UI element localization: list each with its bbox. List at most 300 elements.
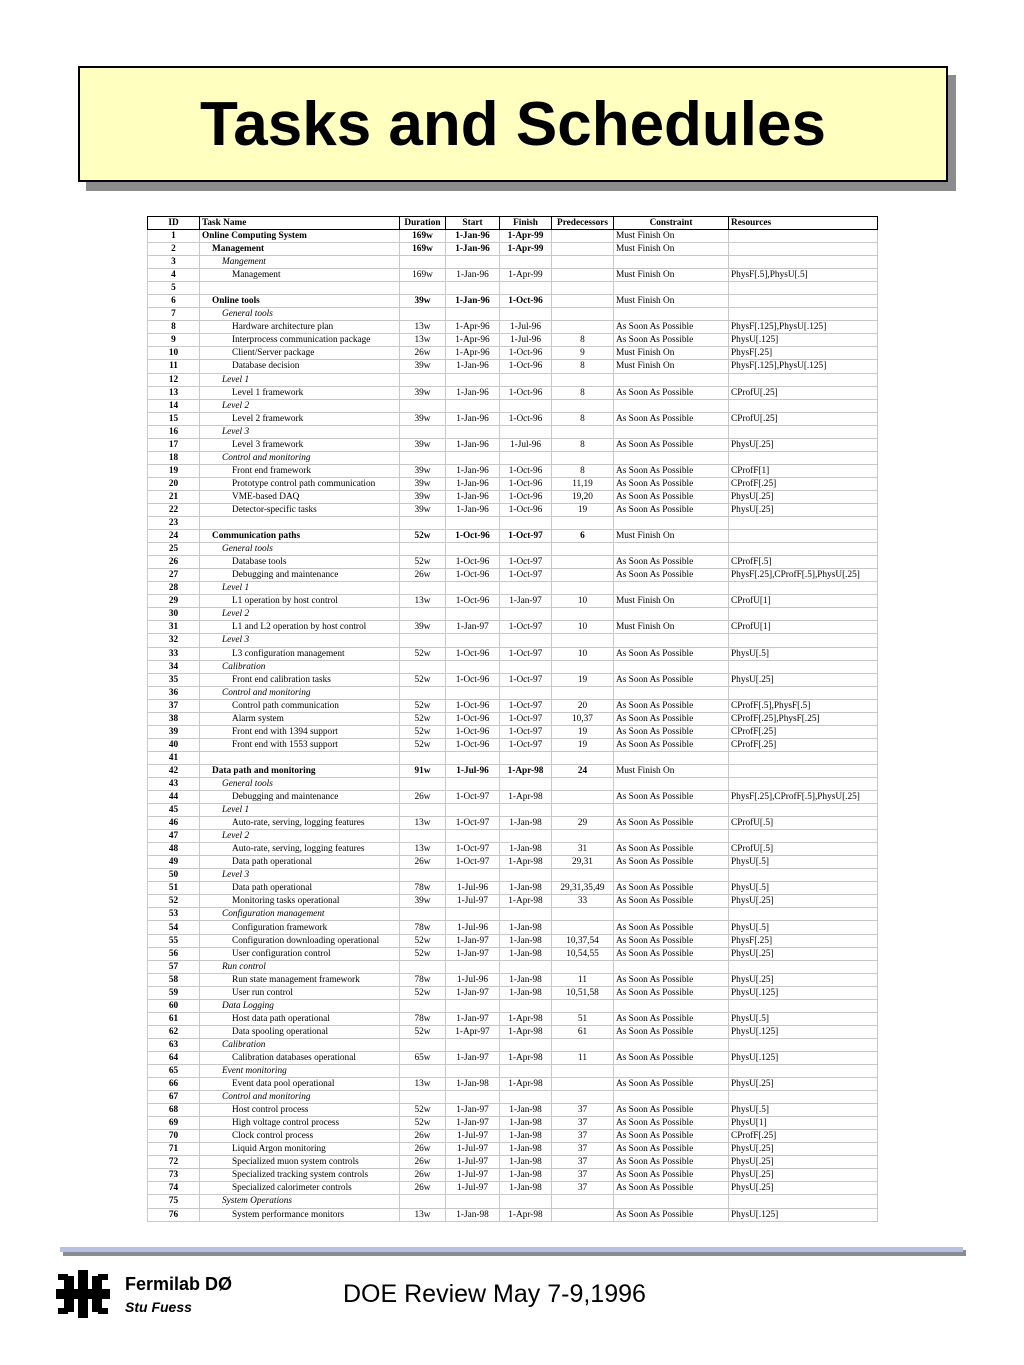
constraint-cell: As Soon As Possible <box>614 1130 729 1143</box>
constraint-cell: As Soon As Possible <box>614 947 729 960</box>
row-id-cell: 40 <box>148 738 200 751</box>
predecessors-cell <box>552 869 614 882</box>
resources-cell <box>729 999 878 1012</box>
finish-date-cell: 1-Oct-96 <box>500 464 552 477</box>
resources-cell: CProfF[.25] <box>729 1130 878 1143</box>
task-name-cell: L1 and L2 operation by host control <box>200 621 400 634</box>
start-date-cell: 1-Oct-97 <box>446 817 500 830</box>
duration-cell: 13w <box>400 1078 446 1091</box>
constraint-cell: As Soon As Possible <box>614 673 729 686</box>
page-title: Tasks and Schedules <box>200 89 826 159</box>
finish-date-cell: 1-Apr-98 <box>500 1208 552 1221</box>
row-id-cell: 27 <box>148 569 200 582</box>
constraint-cell: Must Finish On <box>614 764 729 777</box>
duration-cell <box>400 517 446 530</box>
finish-date-cell: 1-Jan-98 <box>500 973 552 986</box>
start-date-cell: 1-Jul-97 <box>446 895 500 908</box>
duration-cell: 52w <box>400 647 446 660</box>
table-row <box>148 1143 878 1156</box>
task-name-cell: Level 2 <box>200 399 400 412</box>
predecessors-cell: 29 <box>552 817 614 830</box>
duration-cell <box>400 634 446 647</box>
constraint-cell: As Soon As Possible <box>614 699 729 712</box>
row-id-cell: 72 <box>148 1156 200 1169</box>
constraint-cell: As Soon As Possible <box>614 386 729 399</box>
constraint-cell <box>614 777 729 790</box>
finish-date-cell: 1-Jan-98 <box>500 934 552 947</box>
finish-date-cell <box>500 451 552 464</box>
predecessors-cell: 6 <box>552 530 614 543</box>
duration-cell: 39w <box>400 295 446 308</box>
row-id-cell: 19 <box>148 464 200 477</box>
predecessors-cell <box>552 1065 614 1078</box>
table-row <box>148 517 878 530</box>
duration-cell <box>400 1065 446 1078</box>
task-name-cell: General tools <box>200 543 400 556</box>
task-name-cell: Front end with 1553 support <box>200 738 400 751</box>
predecessors-cell: 10 <box>552 647 614 660</box>
duration-cell: 52w <box>400 934 446 947</box>
finish-date-cell: 1-Jan-98 <box>500 1143 552 1156</box>
finish-date-cell <box>500 308 552 321</box>
constraint-cell <box>614 908 729 921</box>
resources-cell: PhysF[.125],PhysU[.125] <box>729 321 878 334</box>
resources-cell: PhysU[.5] <box>729 1104 878 1117</box>
task-name-cell: Specialized calorimeter controls <box>200 1182 400 1195</box>
start-date-cell: 1-Jan-97 <box>446 986 500 999</box>
finish-date-cell <box>500 777 552 790</box>
row-id-cell: 24 <box>148 530 200 543</box>
resources-cell: PhysU[.25] <box>729 1182 878 1195</box>
constraint-cell: As Soon As Possible <box>614 334 729 347</box>
row-id-cell: 44 <box>148 791 200 804</box>
row-id-cell: 63 <box>148 1038 200 1051</box>
resources-cell <box>729 751 878 764</box>
start-date-cell <box>446 1038 500 1051</box>
start-date-cell: 1-Jan-96 <box>446 438 500 451</box>
start-date-cell: 1-Oct-96 <box>446 530 500 543</box>
predecessors-cell <box>552 451 614 464</box>
task-name-cell: Calibration <box>200 1038 400 1051</box>
constraint-cell: As Soon As Possible <box>614 412 729 425</box>
schedule-table <box>147 216 878 1222</box>
row-id-cell: 28 <box>148 582 200 595</box>
constraint-cell <box>614 660 729 673</box>
resources-cell: PhysF[.125],PhysU[.125] <box>729 360 878 373</box>
duration-cell: 26w <box>400 1156 446 1169</box>
predecessors-cell: 10 <box>552 595 614 608</box>
predecessors-cell <box>552 1195 614 1208</box>
task-name-cell: Debugging and maintenance <box>200 791 400 804</box>
start-date-cell <box>446 830 500 843</box>
finish-date-cell: 1-Apr-98 <box>500 895 552 908</box>
task-name-cell: Control path communication <box>200 699 400 712</box>
constraint-cell <box>614 1091 729 1104</box>
predecessors-cell: 11,19 <box>552 477 614 490</box>
resources-cell: CProfU[1] <box>729 595 878 608</box>
header-duration: Duration <box>400 217 446 230</box>
table-row <box>148 1130 878 1143</box>
duration-cell: 52w <box>400 556 446 569</box>
constraint-cell: As Soon As Possible <box>614 986 729 999</box>
row-id-cell: 22 <box>148 503 200 516</box>
row-id-cell: 47 <box>148 830 200 843</box>
finish-date-cell <box>500 256 552 269</box>
task-name-cell: Control and monitoring <box>200 686 400 699</box>
task-name-cell: User run control <box>200 986 400 999</box>
constraint-cell: As Soon As Possible <box>614 477 729 490</box>
predecessors-cell <box>552 321 614 334</box>
predecessors-cell: 19 <box>552 738 614 751</box>
row-id-cell: 68 <box>148 1104 200 1117</box>
table-row <box>148 243 878 256</box>
start-date-cell: 1-Jul-96 <box>446 882 500 895</box>
predecessors-cell <box>552 634 614 647</box>
table-row <box>148 830 878 843</box>
duration-cell: 39w <box>400 490 446 503</box>
resources-cell: PhysF[.25] <box>729 934 878 947</box>
predecessors-cell <box>552 660 614 673</box>
row-id-cell: 56 <box>148 947 200 960</box>
header-start: Start <box>446 217 500 230</box>
table-row <box>148 1025 878 1038</box>
predecessors-cell <box>552 269 614 282</box>
predecessors-cell <box>552 999 614 1012</box>
constraint-cell: As Soon As Possible <box>614 1182 729 1195</box>
duration-cell <box>400 660 446 673</box>
task-name-cell: Debugging and maintenance <box>200 569 400 582</box>
constraint-cell: As Soon As Possible <box>614 725 729 738</box>
start-date-cell <box>446 634 500 647</box>
start-date-cell <box>446 960 500 973</box>
row-id-cell: 45 <box>148 804 200 817</box>
task-name-cell: Data path and monitoring <box>200 764 400 777</box>
table-row <box>148 934 878 947</box>
duration-cell: 52w <box>400 947 446 960</box>
table-row <box>148 321 878 334</box>
start-date-cell: 1-Apr-96 <box>446 321 500 334</box>
table-row <box>148 503 878 516</box>
constraint-cell: As Soon As Possible <box>614 438 729 451</box>
predecessors-cell: 33 <box>552 895 614 908</box>
table-row <box>148 360 878 373</box>
duration-cell: 52w <box>400 986 446 999</box>
resources-cell: PhysU[.25] <box>729 503 878 516</box>
task-name-cell: Event data pool operational <box>200 1078 400 1091</box>
header-constraint: Constraint <box>614 217 729 230</box>
resources-cell: CProfF[1] <box>729 464 878 477</box>
start-date-cell <box>446 686 500 699</box>
task-name-cell: Front end framework <box>200 464 400 477</box>
row-id-cell: 67 <box>148 1091 200 1104</box>
resources-cell: CProfU[.25] <box>729 386 878 399</box>
finish-date-cell: 1-Apr-99 <box>500 269 552 282</box>
resources-cell: CProfU[.5] <box>729 843 878 856</box>
predecessors-cell <box>552 908 614 921</box>
constraint-cell <box>614 451 729 464</box>
duration-cell: 39w <box>400 503 446 516</box>
task-name-cell: Communication paths <box>200 530 400 543</box>
table-row <box>148 1117 878 1130</box>
duration-cell: 65w <box>400 1051 446 1064</box>
start-date-cell <box>446 282 500 295</box>
row-id-cell: 37 <box>148 699 200 712</box>
table-row <box>148 308 878 321</box>
predecessors-cell: 20 <box>552 699 614 712</box>
finish-date-cell <box>500 960 552 973</box>
finish-date-cell: 1-Jan-97 <box>500 595 552 608</box>
resources-cell <box>729 425 878 438</box>
row-id-cell: 13 <box>148 386 200 399</box>
start-date-cell: 1-Oct-96 <box>446 712 500 725</box>
resources-cell: PhysU[.25] <box>729 1143 878 1156</box>
start-date-cell <box>446 399 500 412</box>
predecessors-cell: 51 <box>552 1012 614 1025</box>
resources-cell <box>729 660 878 673</box>
predecessors-cell: 37 <box>552 1130 614 1143</box>
row-id-cell: 75 <box>148 1195 200 1208</box>
duration-cell: 26w <box>400 569 446 582</box>
duration-cell: 52w <box>400 725 446 738</box>
table-row <box>148 1195 878 1208</box>
duration-cell: 39w <box>400 360 446 373</box>
table-row <box>148 477 878 490</box>
resources-cell <box>729 308 878 321</box>
task-name-cell: Mangement <box>200 256 400 269</box>
header-task-name: Task Name <box>200 217 400 230</box>
constraint-cell: As Soon As Possible <box>614 973 729 986</box>
task-name-cell: Management <box>200 269 400 282</box>
finish-date-cell <box>500 582 552 595</box>
row-id-cell: 59 <box>148 986 200 999</box>
constraint-cell <box>614 1065 729 1078</box>
table-row <box>148 921 878 934</box>
constraint-cell: As Soon As Possible <box>614 843 729 856</box>
row-id-cell: 20 <box>148 477 200 490</box>
table-row <box>148 1104 878 1117</box>
finish-date-cell: 1-Jan-98 <box>500 1182 552 1195</box>
predecessors-cell: 37 <box>552 1156 614 1169</box>
task-name-cell: General tools <box>200 308 400 321</box>
task-name-cell <box>200 751 400 764</box>
start-date-cell: 1-Jul-97 <box>446 1130 500 1143</box>
finish-date-cell: 1-Jan-98 <box>500 1156 552 1169</box>
table-row <box>148 856 878 869</box>
resources-cell <box>729 543 878 556</box>
constraint-cell: As Soon As Possible <box>614 1025 729 1038</box>
task-name-cell: Client/Server package <box>200 347 400 360</box>
resources-cell: PhysU[.25] <box>729 673 878 686</box>
table-row <box>148 1038 878 1051</box>
duration-cell <box>400 960 446 973</box>
predecessors-cell <box>552 608 614 621</box>
predecessors-cell: 24 <box>552 764 614 777</box>
task-name-cell: Level 2 <box>200 608 400 621</box>
duration-cell <box>400 1195 446 1208</box>
start-date-cell: 1-Apr-97 <box>446 1025 500 1038</box>
table-row <box>148 1012 878 1025</box>
start-date-cell <box>446 582 500 595</box>
start-date-cell: 1-Jan-96 <box>446 230 500 243</box>
table-row <box>148 425 878 438</box>
row-id-cell: 10 <box>148 347 200 360</box>
predecessors-cell: 19 <box>552 725 614 738</box>
constraint-cell: As Soon As Possible <box>614 791 729 804</box>
resources-cell: CProfU[.5] <box>729 817 878 830</box>
resources-cell: PhysU[.125] <box>729 334 878 347</box>
row-id-cell: 7 <box>148 308 200 321</box>
header-id: ID <box>148 217 200 230</box>
start-date-cell: 1-Jan-97 <box>446 1012 500 1025</box>
duration-cell: 13w <box>400 321 446 334</box>
finish-date-cell: 1-Oct-97 <box>500 530 552 543</box>
resources-cell: CProfF[.5] <box>729 556 878 569</box>
start-date-cell: 1-Jan-98 <box>446 1078 500 1091</box>
duration-cell <box>400 282 446 295</box>
finish-date-cell: 1-Jul-96 <box>500 321 552 334</box>
constraint-cell: As Soon As Possible <box>614 1012 729 1025</box>
duration-cell: 78w <box>400 921 446 934</box>
table-row <box>148 230 878 243</box>
constraint-cell <box>614 256 729 269</box>
predecessors-cell <box>552 399 614 412</box>
resources-cell: PhysU[.25] <box>729 1078 878 1091</box>
resources-cell <box>729 451 878 464</box>
table-row <box>148 647 878 660</box>
constraint-cell <box>614 282 729 295</box>
task-name-cell: Configuration management <box>200 908 400 921</box>
constraint-cell: As Soon As Possible <box>614 921 729 934</box>
duration-cell: 169w <box>400 230 446 243</box>
start-date-cell: 1-Oct-97 <box>446 791 500 804</box>
constraint-cell: Must Finish On <box>614 295 729 308</box>
row-id-cell: 29 <box>148 595 200 608</box>
constraint-cell: As Soon As Possible <box>614 321 729 334</box>
predecessors-cell: 11 <box>552 973 614 986</box>
constraint-cell <box>614 751 729 764</box>
duration-cell: 52w <box>400 1025 446 1038</box>
constraint-cell: Must Finish On <box>614 347 729 360</box>
row-id-cell: 62 <box>148 1025 200 1038</box>
task-name-cell: Host control process <box>200 1104 400 1117</box>
finish-date-cell <box>500 543 552 556</box>
table-row <box>148 1208 878 1221</box>
duration-cell: 26w <box>400 791 446 804</box>
table-row <box>148 464 878 477</box>
task-name-cell: Level 2 <box>200 830 400 843</box>
row-id-cell: 60 <box>148 999 200 1012</box>
finish-date-cell: 1-Oct-96 <box>500 412 552 425</box>
predecessors-cell <box>552 295 614 308</box>
resources-cell: PhysF[.5],PhysU[.5] <box>729 269 878 282</box>
start-date-cell <box>446 373 500 386</box>
finish-date-cell: 1-Oct-96 <box>500 503 552 516</box>
duration-cell: 78w <box>400 973 446 986</box>
start-date-cell: 1-Jan-96 <box>446 360 500 373</box>
table-row <box>148 386 878 399</box>
duration-cell: 78w <box>400 882 446 895</box>
task-name-cell: Level 1 <box>200 804 400 817</box>
table-row <box>148 347 878 360</box>
constraint-cell: Must Finish On <box>614 243 729 256</box>
duration-cell <box>400 451 446 464</box>
predecessors-cell: 19 <box>552 673 614 686</box>
resources-cell <box>729 230 878 243</box>
task-name-cell: Front end with 1394 support <box>200 725 400 738</box>
duration-cell: 52w <box>400 1117 446 1130</box>
predecessors-cell <box>552 517 614 530</box>
predecessors-cell: 37 <box>552 1117 614 1130</box>
row-id-cell: 41 <box>148 751 200 764</box>
table-row <box>148 373 878 386</box>
predecessors-cell <box>552 791 614 804</box>
table-row <box>148 791 878 804</box>
constraint-cell: As Soon As Possible <box>614 1117 729 1130</box>
start-date-cell: 1-Jul-96 <box>446 764 500 777</box>
row-id-cell: 51 <box>148 882 200 895</box>
table-row <box>148 725 878 738</box>
resources-cell: PhysU[.125] <box>729 1051 878 1064</box>
start-date-cell <box>446 451 500 464</box>
duration-cell <box>400 777 446 790</box>
finish-date-cell: 1-Jan-98 <box>500 1104 552 1117</box>
table-row <box>148 817 878 830</box>
resources-cell: CProfF[.25] <box>729 738 878 751</box>
finish-date-cell: 1-Apr-98 <box>500 1078 552 1091</box>
finish-date-cell: 1-Oct-97 <box>500 738 552 751</box>
finish-date-cell: 1-Oct-97 <box>500 556 552 569</box>
start-date-cell: 1-Oct-96 <box>446 556 500 569</box>
constraint-cell: Must Finish On <box>614 230 729 243</box>
finish-date-cell: 1-Jan-98 <box>500 1169 552 1182</box>
duration-cell: 39w <box>400 895 446 908</box>
table-row <box>148 738 878 751</box>
predecessors-cell <box>552 373 614 386</box>
table-row <box>148 673 878 686</box>
constraint-cell: As Soon As Possible <box>614 490 729 503</box>
finish-date-cell: 1-Jul-96 <box>500 334 552 347</box>
start-date-cell: 1-Jan-96 <box>446 477 500 490</box>
table-row <box>148 699 878 712</box>
duration-cell: 26w <box>400 347 446 360</box>
start-date-cell: 1-Jul-96 <box>446 921 500 934</box>
finish-date-cell: 1-Apr-98 <box>500 1012 552 1025</box>
row-id-cell: 34 <box>148 660 200 673</box>
predecessors-cell: 29,31,35,49 <box>552 882 614 895</box>
duration-cell: 169w <box>400 243 446 256</box>
row-id-cell: 55 <box>148 934 200 947</box>
predecessors-cell <box>552 1078 614 1091</box>
duration-cell: 13w <box>400 817 446 830</box>
finish-date-cell <box>500 399 552 412</box>
table-row <box>148 556 878 569</box>
resources-cell <box>729 282 878 295</box>
row-id-cell: 74 <box>148 1182 200 1195</box>
row-id-cell: 21 <box>148 490 200 503</box>
finish-date-cell <box>500 1091 552 1104</box>
start-date-cell: 1-Jul-97 <box>446 1143 500 1156</box>
start-date-cell <box>446 751 500 764</box>
resources-cell: CProfU[.25] <box>729 412 878 425</box>
table-row <box>148 530 878 543</box>
finish-date-cell <box>500 608 552 621</box>
predecessors-cell <box>552 751 614 764</box>
resources-cell <box>729 517 878 530</box>
duration-cell: 13w <box>400 334 446 347</box>
task-name-cell: Calibration databases operational <box>200 1051 400 1064</box>
finish-date-cell <box>500 425 552 438</box>
start-date-cell: 1-Jan-96 <box>446 295 500 308</box>
